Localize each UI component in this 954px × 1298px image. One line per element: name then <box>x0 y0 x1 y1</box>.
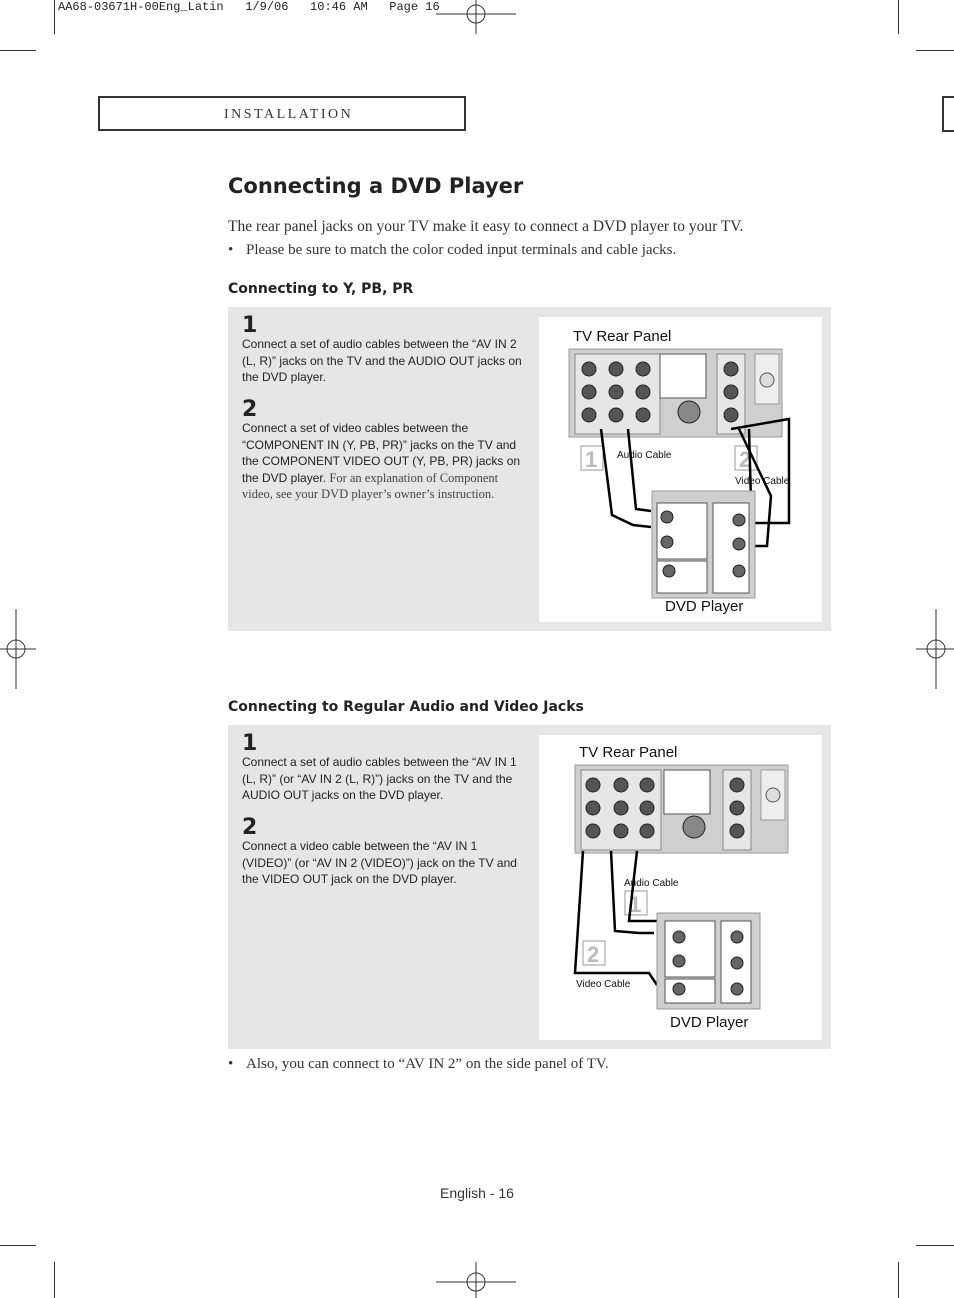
section-heading-component: Connecting to Y, PB, PR <box>228 281 414 297</box>
diagram-drawing <box>539 735 822 1040</box>
step-number: 1 <box>242 731 258 756</box>
badge-step-1: 1 <box>585 447 598 472</box>
page-title: Connecting a DVD Player <box>228 174 524 198</box>
badge-step-2: 2 <box>587 942 600 967</box>
bullet-text: Also, you can connect to “AV IN 2” on the side panel of TV. <box>246 1056 609 1072</box>
step-note: For an explanation of Component video, see your DVD player’s owner’s instruction. <box>242 470 499 501</box>
audio-cable-label: Audio Cable <box>617 450 672 461</box>
bullet-text: Please be sure to match the color coded input terminals and cable jacks. <box>246 242 677 258</box>
badge-step-2: 2 <box>739 447 752 472</box>
step-number: 1 <box>242 313 258 338</box>
instruction-panel-regular <box>228 725 831 1049</box>
video-cable-label: Video Cable <box>576 979 631 990</box>
step-number: 2 <box>242 397 258 422</box>
tv-label: TV Rear Panel <box>573 328 672 345</box>
dvd-label: DVD Player <box>670 1014 749 1031</box>
bullet-item: • Also, you can connect to “AV IN 2” on the side panel of TV. <box>228 1056 609 1072</box>
section-tab <box>98 96 466 131</box>
tv-label: TV Rear Panel <box>579 744 678 761</box>
step-text: Connect a set of audio cables between the “AV IN 2 (L, R)” jacks on the TV and the AUDIO OUT jacks on the DVD player. <box>242 337 522 384</box>
badge-step-1: 1 <box>629 892 642 917</box>
step-number: 2 <box>242 815 258 840</box>
connection-diagram <box>539 317 822 622</box>
print-slug: AA68-03671H-00Eng_Latin 1/9/06 10:46 AM Page 16 <box>58 0 440 14</box>
bullet-item: • Please be sure to match the color coded input terminals and cable jacks. <box>228 242 677 258</box>
step-text: Connect a video cable between the “AV IN 1 (VIDEO)” (or “AV IN 2 (VIDEO)”) jack on the TV and the VIDEO OUT jack on the DVD player. <box>242 839 517 886</box>
edge-tab <box>942 96 954 132</box>
step-text <box>242 420 527 503</box>
intro-text: The rear panel jacks on your TV make it easy to connect a DVD player to your TV. <box>228 218 744 235</box>
step-text-main: Connect a set of video cables between the “COMPONENT IN (Y, PB, PR)” jacks on the TV and the COMPONENT VIDEO OUT (Y, PB, PR) jacks on the DVD player. <box>242 421 521 485</box>
diagram-drawing <box>539 317 822 622</box>
instruction-panel-component <box>228 307 831 631</box>
video-cable-label: Video Cable <box>735 476 790 487</box>
audio-cable-label: Audio Cable <box>624 878 679 889</box>
section-label: INSTALLATION <box>224 107 354 122</box>
page-footer: English - 16 <box>440 1185 514 1201</box>
section-heading-regular: Connecting to Regular Audio and Video Jacks <box>228 699 584 715</box>
connection-diagram <box>539 735 822 1040</box>
step-text: Connect a set of audio cables between the “AV IN 1 (L, R)” (or “AV IN 2 (L, R)”) jacks on the TV and the AUDIO OUT jacks on the DVD player. <box>242 755 517 802</box>
dvd-label: DVD Player <box>665 598 744 615</box>
